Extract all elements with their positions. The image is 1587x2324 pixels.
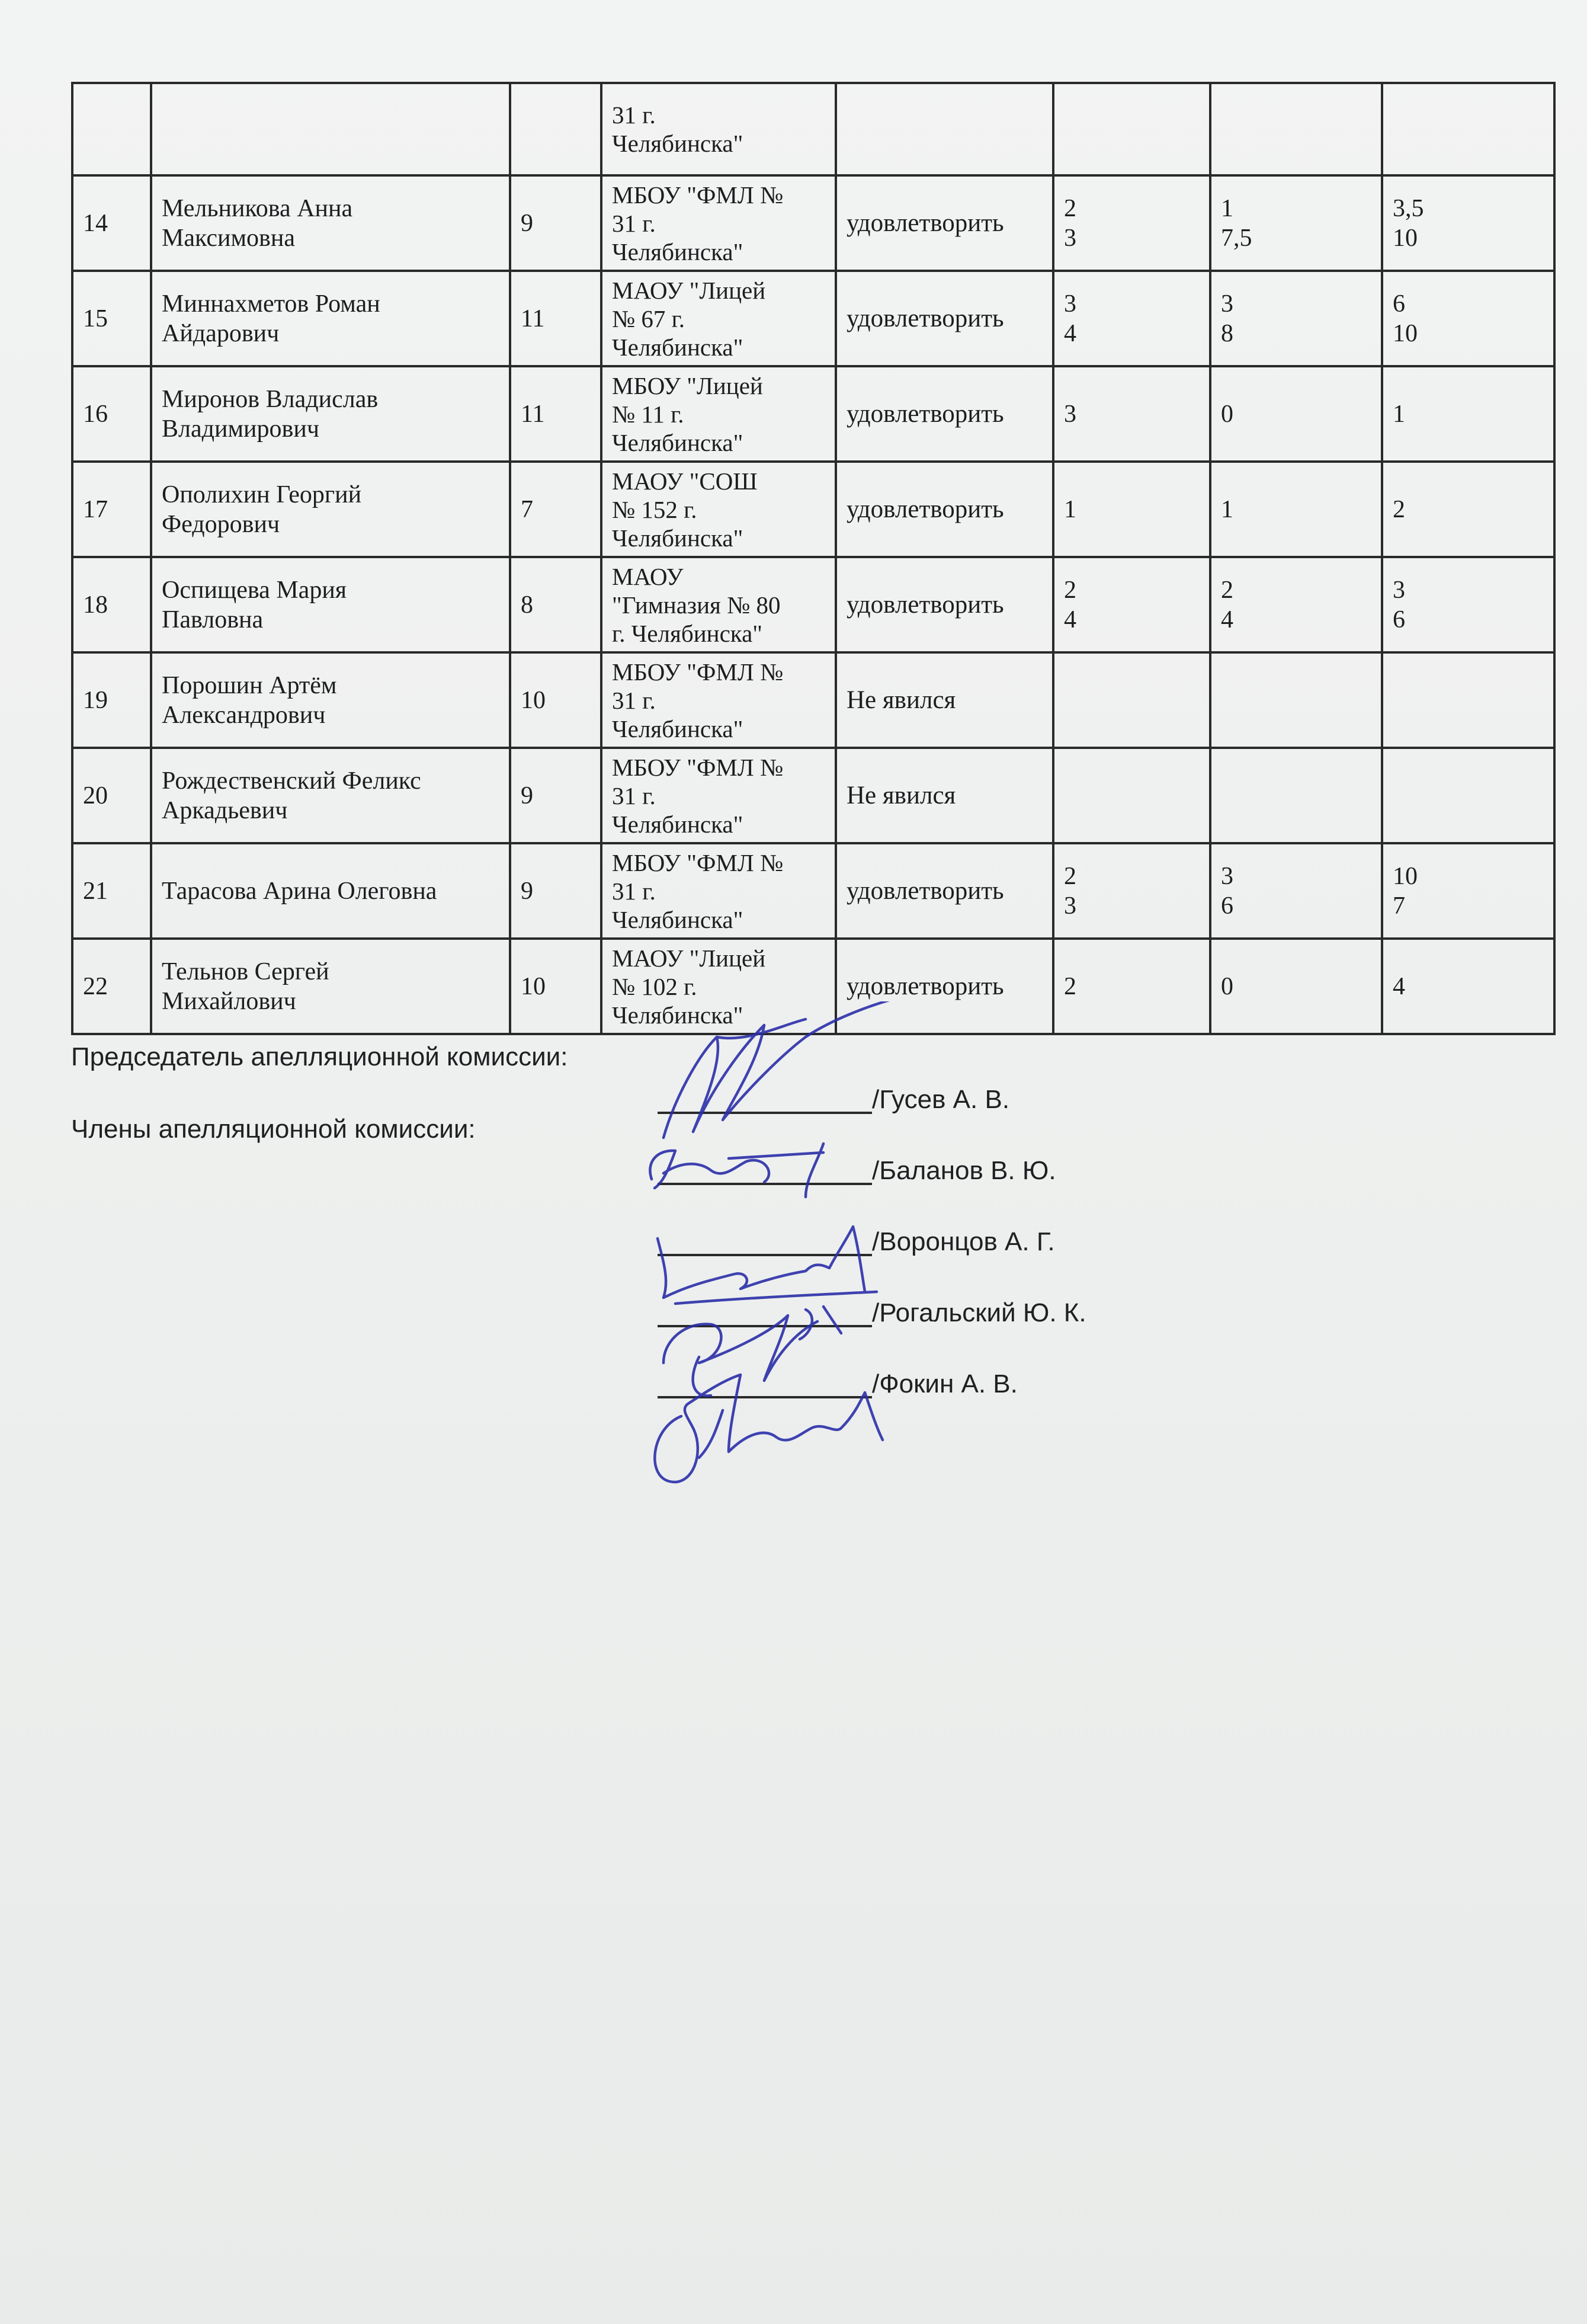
cell-school <box>601 843 836 939</box>
cell-score-2-line: 7,5 <box>1221 224 1252 252</box>
cell-school-line: № 67 г. <box>612 305 685 332</box>
cell-score-3 <box>1382 843 1554 939</box>
cell-number-text: 19 <box>83 686 108 714</box>
cell-decision-text: удовлетворить <box>847 304 1004 332</box>
cell-score-3-line: 3 <box>1393 576 1405 604</box>
cell-score-1 <box>1053 271 1210 366</box>
cell-score-3-line: 10 <box>1393 224 1418 252</box>
cell-score-1 <box>1053 366 1210 462</box>
cell-grade <box>510 939 601 1034</box>
cell-student-name-line: Федорович <box>162 510 280 538</box>
cell-grade-text: 10 <box>521 686 546 714</box>
cell-grade-text: 10 <box>521 972 546 1000</box>
cell-student-name-line: Аркадьевич <box>162 796 288 824</box>
cell-decision-text: удовлетворить <box>847 590 1004 619</box>
cell-student-name-line: Рождественский Феликс <box>162 767 421 795</box>
cell-number <box>72 557 151 652</box>
signature-3 <box>658 1227 877 1339</box>
cell-decision <box>836 748 1053 843</box>
cell-score-1 <box>1053 462 1210 557</box>
cell-school <box>601 557 836 652</box>
cell-decision-text: удовлетворить <box>847 876 1004 905</box>
cell-grade <box>510 83 601 175</box>
signatory-3: /Воронцов А. Г. <box>872 1227 1055 1256</box>
cell-decision <box>836 557 1053 652</box>
cell-score-1 <box>1053 652 1210 748</box>
cell-score-3 <box>1382 652 1554 748</box>
cell-student-name-line: Владимирович <box>162 415 319 443</box>
cell-decision <box>836 462 1053 557</box>
cell-student-name-line: Оспищева Мария <box>162 576 347 604</box>
cell-grade <box>510 748 601 843</box>
cell-score-2 <box>1210 748 1382 843</box>
cell-number <box>72 843 151 939</box>
cell-grade-text: 8 <box>521 591 533 619</box>
cell-student-name <box>151 557 510 652</box>
cell-school-line: МАОУ "СОШ <box>612 467 758 495</box>
cell-number-text: 15 <box>83 305 108 332</box>
members-label: Члены апелляционной комиссии: <box>71 1115 476 1144</box>
cell-school-line: Челябинска" <box>612 905 743 933</box>
cell-score-3-line: 2 <box>1393 495 1405 523</box>
cell-decision-text: Не явился <box>847 781 956 809</box>
cell-score-2 <box>1210 175 1382 271</box>
cell-school-line: № 102 г. <box>612 972 697 1000</box>
table-row <box>72 652 1554 748</box>
cell-student-name-line: Павловна <box>162 606 264 633</box>
cell-score-2 <box>1210 271 1382 366</box>
cell-number-text: 16 <box>83 400 108 428</box>
cell-school-line: МБОУ "ФМЛ № <box>612 181 784 209</box>
cell-grade-text: 7 <box>521 495 533 523</box>
cell-school-line: МАОУ <box>612 562 684 590</box>
cell-score-2-line: 1 <box>1221 495 1233 523</box>
cell-number <box>72 175 151 271</box>
cell-number <box>72 748 151 843</box>
cell-grade <box>510 175 601 271</box>
cell-score-3 <box>1382 748 1554 843</box>
cell-school-line: МБОУ "ФМЛ № <box>612 658 784 686</box>
signature-1 <box>663 1001 906 1138</box>
cell-school-line: 31 г. <box>612 209 656 237</box>
cell-grade <box>510 366 601 462</box>
cell-score-1-line: 2 <box>1064 194 1076 222</box>
cell-school-line: г. Челябинска" <box>612 619 763 647</box>
cell-student-name-line: Михайлович <box>162 987 296 1015</box>
cell-decision <box>836 366 1053 462</box>
cell-score-3-line: 7 <box>1393 892 1405 920</box>
cell-score-3 <box>1382 939 1554 1034</box>
cell-number <box>72 652 151 748</box>
cell-score-2-line: 2 <box>1221 576 1233 604</box>
cell-number-text: 20 <box>83 782 108 809</box>
cell-school-line: Челябинска" <box>612 1001 743 1029</box>
cell-grade-text: 11 <box>521 400 545 428</box>
signatory-2: /Баланов В. Ю. <box>872 1156 1056 1185</box>
cell-school <box>601 462 836 557</box>
cell-student-name <box>151 939 510 1034</box>
cell-score-1 <box>1053 843 1210 939</box>
cell-school-line: МБОУ "ФМЛ № <box>612 753 784 781</box>
cell-decision-text: Не явился <box>847 686 956 714</box>
cell-score-1-line: 4 <box>1064 319 1076 347</box>
cell-score-1-line: 4 <box>1064 606 1076 633</box>
cell-school-line: 31 г. <box>612 686 656 714</box>
cell-number <box>72 462 151 557</box>
cell-student-name-line: Максимовна <box>162 224 295 252</box>
cell-school <box>601 271 836 366</box>
cell-score-1-line: 1 <box>1064 495 1076 523</box>
cell-school-line: 31 г. <box>612 877 656 905</box>
cell-score-2 <box>1210 83 1382 175</box>
cell-school-line: Челябинска" <box>612 810 743 838</box>
cell-score-1-line: 3 <box>1064 892 1076 920</box>
cell-number-text: 14 <box>83 209 108 237</box>
cell-score-3 <box>1382 175 1554 271</box>
signature-2 <box>650 1144 823 1197</box>
cell-number <box>72 271 151 366</box>
cell-score-2-line: 1 <box>1221 194 1233 222</box>
cell-score-3-line: 6 <box>1393 290 1405 318</box>
cell-school-line: "Гимназия № 80 <box>612 591 781 619</box>
cell-score-3 <box>1382 557 1554 652</box>
cell-grade <box>510 462 601 557</box>
table-row <box>72 271 1554 366</box>
cell-score-3-line: 6 <box>1393 606 1405 633</box>
signature-5 <box>655 1375 883 1482</box>
cell-score-3-line: 10 <box>1393 319 1418 347</box>
cell-score-1-line: 2 <box>1064 972 1076 1000</box>
cell-school-line: 31 г. <box>612 101 656 129</box>
table-row <box>72 843 1554 939</box>
cell-number-text: 17 <box>83 495 108 523</box>
table-body <box>72 83 1554 1034</box>
table-row <box>72 83 1554 175</box>
cell-student-name <box>151 843 510 939</box>
table-row <box>72 175 1554 271</box>
cell-school <box>601 748 836 843</box>
cell-score-1 <box>1053 175 1210 271</box>
cell-score-1-line: 3 <box>1064 400 1076 428</box>
cell-score-3-line: 3,5 <box>1393 194 1424 222</box>
cell-grade-text: 9 <box>521 209 533 237</box>
cell-student-name <box>151 748 510 843</box>
cell-score-3 <box>1382 366 1554 462</box>
cell-number <box>72 939 151 1034</box>
cell-school-line: Челябинска" <box>612 130 743 157</box>
handwritten-signatures <box>628 1001 960 1487</box>
cell-school <box>601 652 836 748</box>
cell-student-name-line: Миронов Владислав <box>162 385 379 413</box>
table-row <box>72 557 1554 652</box>
cell-student-name <box>151 652 510 748</box>
cell-student-name-line: Айдарович <box>162 319 280 347</box>
cell-school-line: МБОУ "Лицей <box>612 372 763 399</box>
cell-score-2 <box>1210 462 1382 557</box>
cell-student-name <box>151 366 510 462</box>
cell-student-name-line: Мельникова Анна <box>162 194 353 222</box>
cell-school-line: МАОУ "Лицей <box>612 276 766 304</box>
table-row <box>72 748 1554 843</box>
cell-grade-text: 11 <box>521 305 545 332</box>
cell-school <box>601 366 836 462</box>
cell-score-3 <box>1382 83 1554 175</box>
cell-decision-text: удовлетворить <box>847 399 1004 428</box>
cell-student-name-line: Тарасова Арина Олеговна <box>162 877 437 905</box>
cell-number <box>72 366 151 462</box>
cell-score-2 <box>1210 557 1382 652</box>
cell-decision <box>836 271 1053 366</box>
cell-decision <box>836 843 1053 939</box>
cell-grade-text: 9 <box>521 877 533 905</box>
cell-school-line: 31 г. <box>612 782 656 809</box>
cell-decision <box>836 83 1053 175</box>
signature-4 <box>663 1315 817 1396</box>
cell-decision-text: удовлетворить <box>847 495 1004 523</box>
cell-score-3-line: 10 <box>1393 862 1418 890</box>
appeal-results-table <box>71 82 1556 1035</box>
cell-school-line: МАОУ "Лицей <box>612 944 766 972</box>
cell-grade-text: 9 <box>521 782 533 809</box>
cell-school-line: МБОУ "ФМЛ № <box>612 849 784 876</box>
cell-score-1 <box>1053 557 1210 652</box>
cell-school-line: № 11 г. <box>612 400 684 428</box>
cell-grade <box>510 271 601 366</box>
signatory-1: /Гусев А. В. <box>872 1085 1010 1114</box>
cell-score-3 <box>1382 462 1554 557</box>
cell-score-2-line: 3 <box>1221 862 1233 890</box>
cell-score-1 <box>1053 748 1210 843</box>
cell-number-text: 22 <box>83 972 108 1000</box>
cell-score-1-line: 3 <box>1064 224 1076 252</box>
cell-score-2 <box>1210 843 1382 939</box>
cell-score-2 <box>1210 939 1382 1034</box>
cell-student-name-line: Миннахметов Роман <box>162 290 380 318</box>
signatory-5: /Фокин А. В. <box>872 1369 1018 1398</box>
cell-school <box>601 175 836 271</box>
cell-score-2-line: 6 <box>1221 892 1233 920</box>
chair-label: Председатель апелляционной комиссии: <box>71 1042 568 1071</box>
cell-score-3 <box>1382 271 1554 366</box>
cell-school-line: Челябинска" <box>612 428 743 456</box>
cell-number-text: 18 <box>83 591 108 619</box>
cell-decision-text: удовлетворить <box>847 209 1004 237</box>
cell-decision <box>836 175 1053 271</box>
cell-score-2-line: 3 <box>1221 290 1233 318</box>
table-row <box>72 462 1554 557</box>
cell-student-name-line: Тельнов Сергей <box>162 958 329 985</box>
cell-school-line: № 152 г. <box>612 495 697 523</box>
cell-score-2-line: 4 <box>1221 606 1233 633</box>
signatory-4: /Рогальский Ю. К. <box>872 1298 1086 1327</box>
cell-student-name-line: Ополихин Георгий <box>162 481 362 508</box>
cell-student-name <box>151 462 510 557</box>
cell-number-text: 21 <box>83 877 108 905</box>
cell-score-2-line: 0 <box>1221 972 1233 1000</box>
cell-student-name-line: Порошин Артём <box>162 671 337 699</box>
cell-school-line: Челябинска" <box>612 715 743 742</box>
cell-score-3-line: 4 <box>1393 972 1405 1000</box>
cell-score-1-line: 3 <box>1064 290 1076 318</box>
cell-score-1-line: 2 <box>1064 576 1076 604</box>
cell-score-3-line: 1 <box>1393 400 1405 428</box>
cell-number <box>72 83 151 175</box>
table-row <box>72 366 1554 462</box>
cell-score-2 <box>1210 652 1382 748</box>
cell-student-name-line: Александрович <box>162 701 326 729</box>
cell-school-line: Челябинска" <box>612 524 743 552</box>
cell-student-name <box>151 175 510 271</box>
cell-score-1 <box>1053 83 1210 175</box>
cell-score-1-line: 2 <box>1064 862 1076 890</box>
cell-student-name <box>151 271 510 366</box>
cell-score-2-line: 0 <box>1221 400 1233 428</box>
cell-grade <box>510 557 601 652</box>
cell-score-2-line: 8 <box>1221 319 1233 347</box>
cell-student-name <box>151 83 510 175</box>
cell-school-line: Челябинска" <box>612 238 743 265</box>
cell-grade <box>510 843 601 939</box>
cell-score-1 <box>1053 939 1210 1034</box>
cell-school-line: Челябинска" <box>612 333 743 361</box>
cell-grade <box>510 652 601 748</box>
cell-decision-text: удовлетворить <box>847 972 1004 1000</box>
cell-decision <box>836 652 1053 748</box>
cell-score-2 <box>1210 366 1382 462</box>
cell-school <box>601 83 836 175</box>
